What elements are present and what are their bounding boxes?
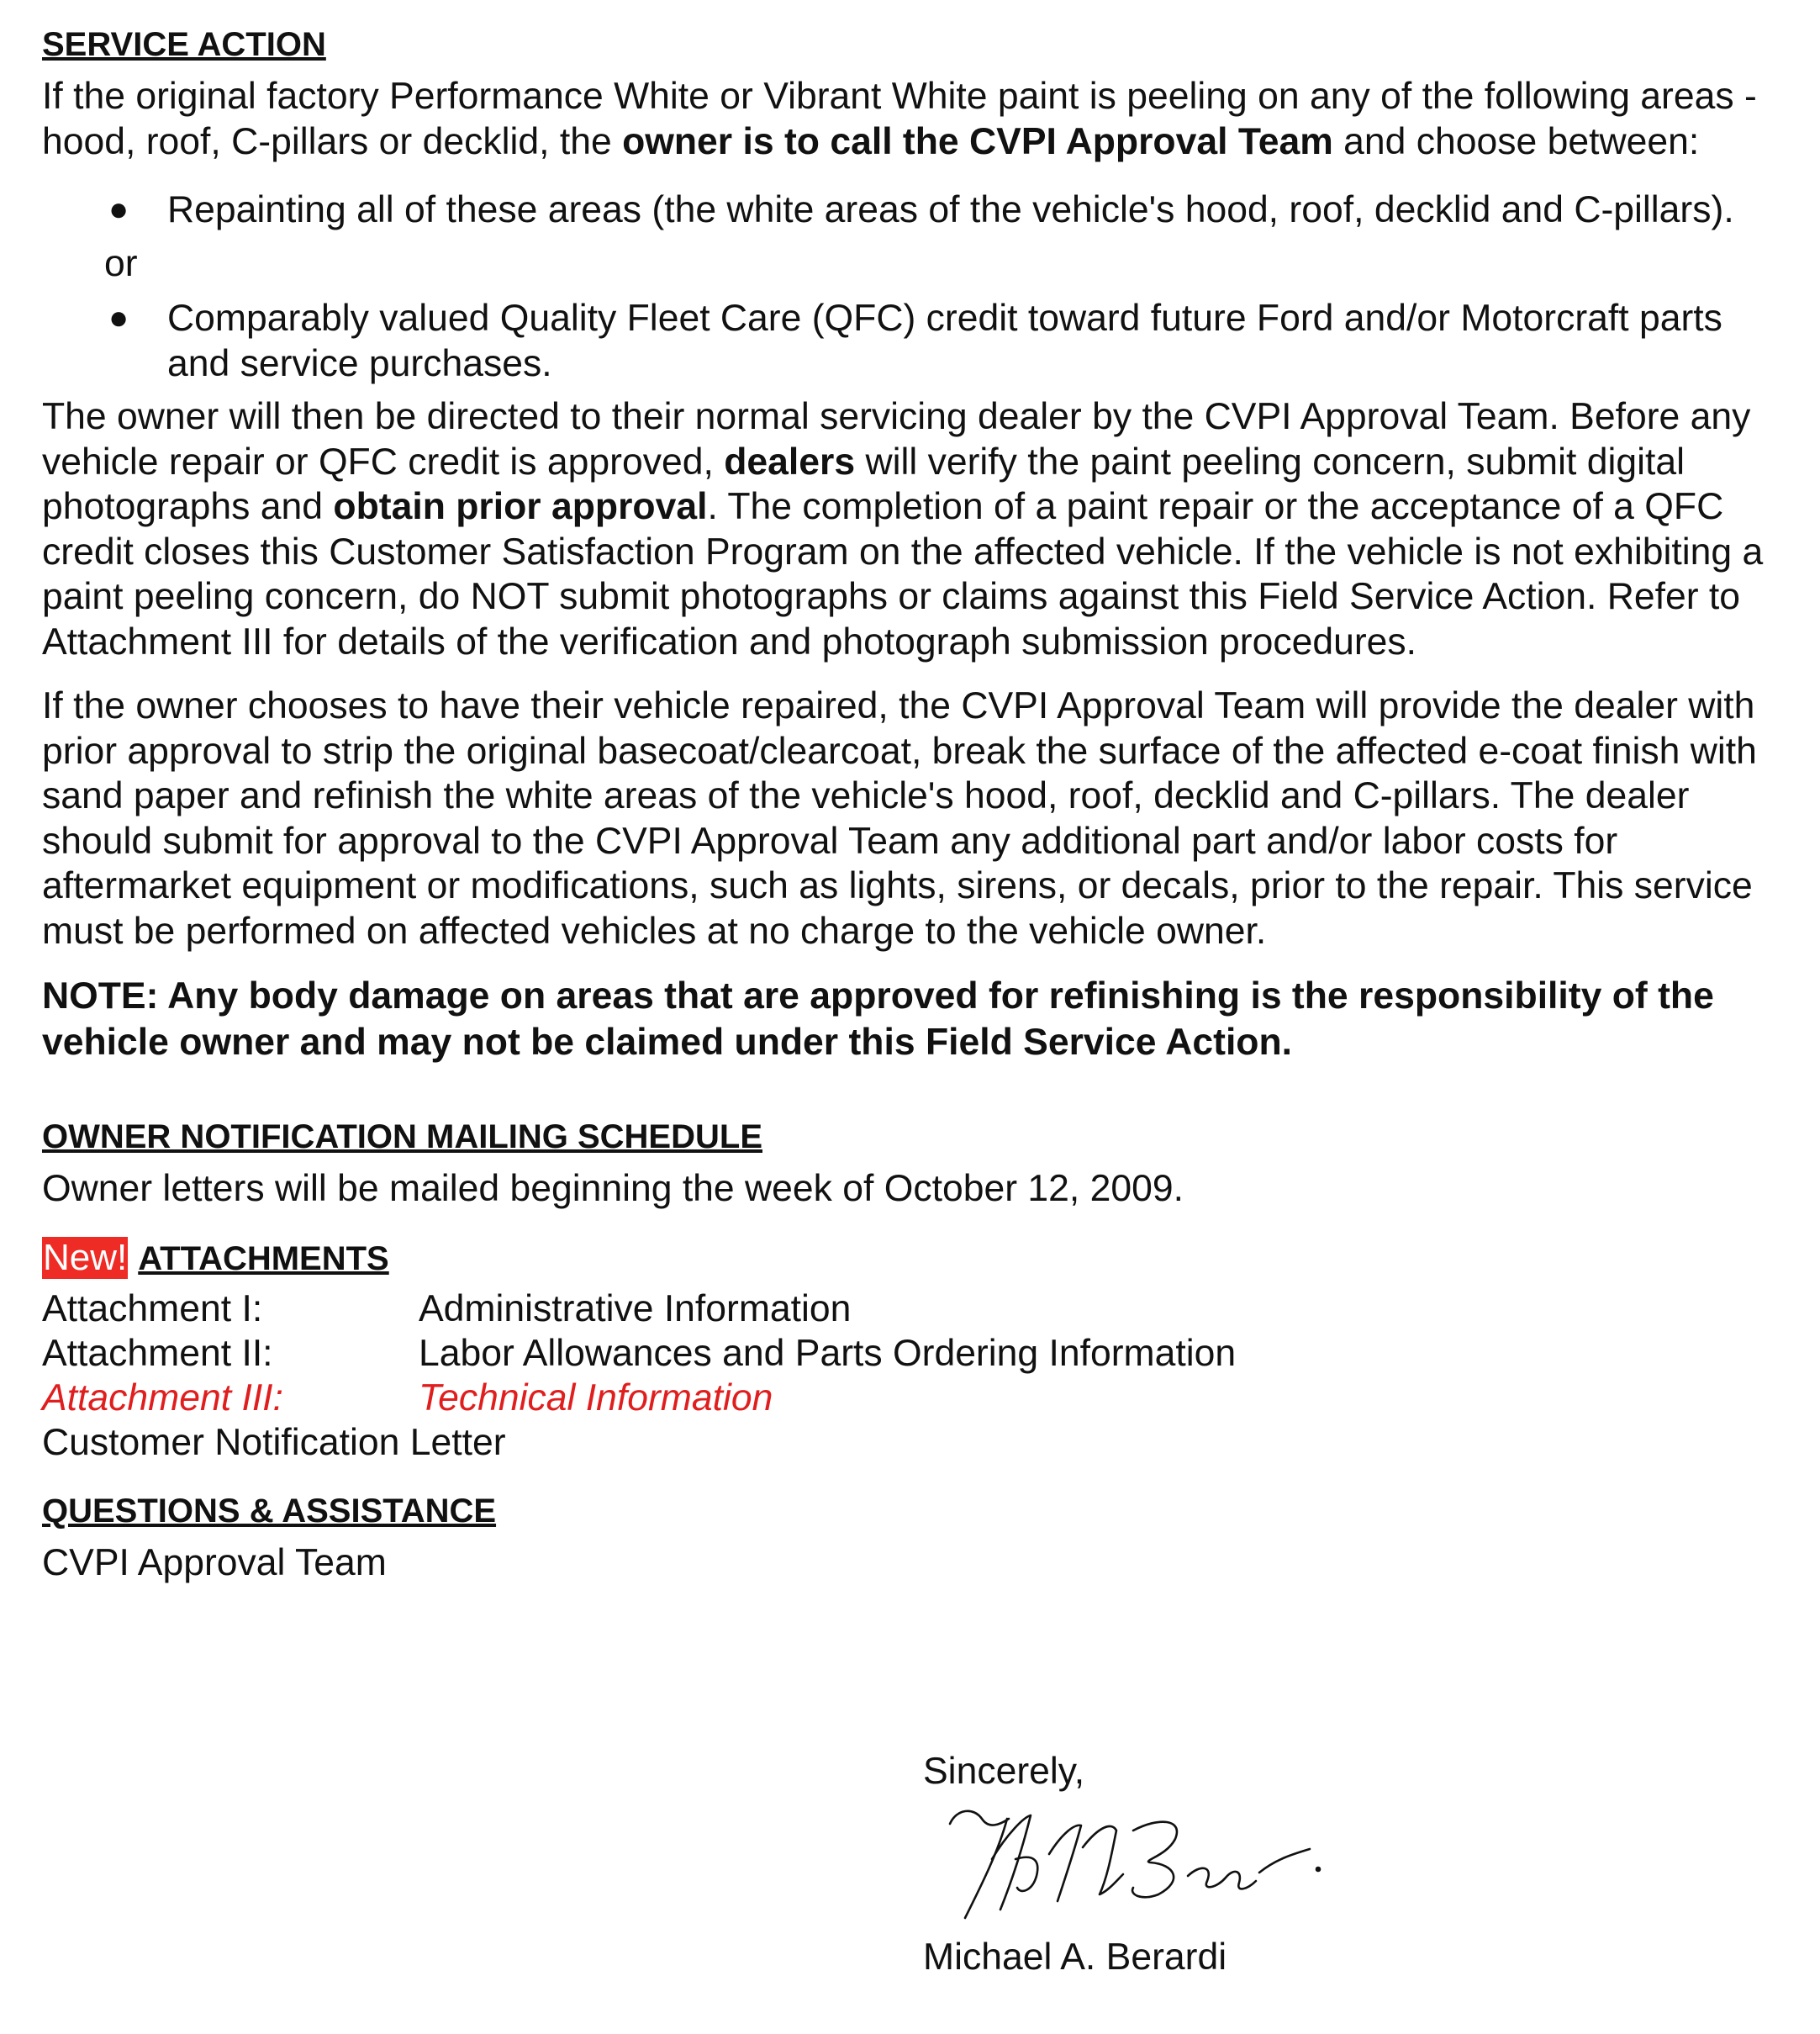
questions-text: CVPI Approval Team xyxy=(42,1541,387,1583)
attachments-heading-line xyxy=(42,1237,1791,1280)
option-list xyxy=(42,188,1791,233)
attachments-list xyxy=(42,1286,1791,1465)
attachment-row xyxy=(42,1420,1791,1465)
note-paragraph: NOTE: Any body damage on areas that are approved for refinishing is the responsibility of the vehicle owner and may not be claimed under this Field Service Action. xyxy=(42,975,1714,1063)
attachment-label: Attachment I: xyxy=(42,1287,263,1329)
signature-block xyxy=(923,1749,1327,1979)
attachment-row-highlighted xyxy=(42,1376,1791,1420)
attachment-value: Labor Allowances and Parts Ordering Information xyxy=(419,1332,1237,1374)
option-qfc-text: Comparably valued Quality Fleet Care (QFC) credit toward future Ford and/or Motorcraft parts and service purchases. xyxy=(167,298,1722,384)
attachment-value: Administrative Information xyxy=(419,1287,852,1329)
option-list-2 xyxy=(42,296,1791,386)
bullet-icon: ● xyxy=(108,299,129,336)
para2-bold-approval: obtain prior approval xyxy=(333,486,708,527)
attachments-heading: ATTACHMENTS xyxy=(138,1239,389,1277)
para2-text-2: will verify the paint peeling concern, submit digital photographs and xyxy=(42,441,1685,527)
bullet-icon: ● xyxy=(108,191,129,228)
document-page xyxy=(42,24,1791,1585)
para2-bold-dealers: dealers xyxy=(724,441,856,483)
option-repaint-text: Repainting all of these areas (the white areas of the vehicle's hood, roof, decklid and C-pillars). xyxy=(167,189,1734,230)
intro-text-2: and choose between: xyxy=(1332,120,1700,162)
attachment-value: Technical Information xyxy=(419,1376,773,1419)
repair-paragraph: If the owner chooses to have their vehicle repaired, the CVPI Approval Team will provide the dealer with prior approval to strip the original basecoat/clearcoat, break the surface of the affected e-coat finish with sand paper and refinish the white areas of the vehicle's hood, roof, decklid and C-pillars. The dealer should submit for approval to the CVPI Approval Team any additional part and/or labor costs for aftermarket equipment or modifications, such as lights, sirens, or decals, prior to the repair. This service must be performed on affected vehicles at no charge to the vehicle owner. xyxy=(42,685,1757,952)
signature-image xyxy=(940,1800,1327,1926)
option-qfc-credit xyxy=(42,296,1791,386)
service-action-heading: SERVICE ACTION xyxy=(42,26,326,63)
service-action-intro xyxy=(42,74,1791,164)
attachment-label: Attachment II: xyxy=(42,1332,273,1374)
signer-name: Michael A. Berardi xyxy=(923,1936,1227,1978)
mailing-schedule-text: Owner letters will be mailed beginning the week of October 12, 2009. xyxy=(42,1168,1184,1209)
intro-text-1: If the original factory Performance White or Vibrant White paint is peeling on any of the following areas - hood, roof, C-pillars or decklid, the xyxy=(42,76,1757,162)
attachment-row xyxy=(42,1331,1791,1376)
questions-heading: QUESTIONS & ASSISTANCE xyxy=(42,1492,497,1529)
customer-letter-label: Customer Notification Letter xyxy=(42,1421,506,1463)
option-repaint xyxy=(42,188,1791,233)
or-separator: or xyxy=(104,242,138,284)
para2-text-1: The owner will then be directed to their normal servicing dealer by the CVPI Approval Team. Before any vehicle repair or QFC credit is approved, xyxy=(42,396,1751,483)
mailing-schedule-heading: OWNER NOTIFICATION MAILING SCHEDULE xyxy=(42,1118,762,1155)
intro-bold-text: owner is to call the CVPI Approval Team xyxy=(622,120,1333,162)
para2-text-3: . The completion of a paint repair or the acceptance of a QFC credit closes this Customer Satisfaction Program on the affected vehicle. If the vehicle is not exhibiting a paint peeling concern, do NOT submit photographs or claims against this Field Service Action. Refer to Attachment III for details of the verification and photograph submission procedures. xyxy=(42,486,1764,663)
attachment-row xyxy=(42,1286,1791,1331)
salutation: Sincerely, xyxy=(923,1751,1085,1792)
new-badge: New! xyxy=(43,1236,128,1278)
attachment-label: Attachment III: xyxy=(42,1376,283,1419)
dealer-verification-paragraph xyxy=(42,394,1791,664)
